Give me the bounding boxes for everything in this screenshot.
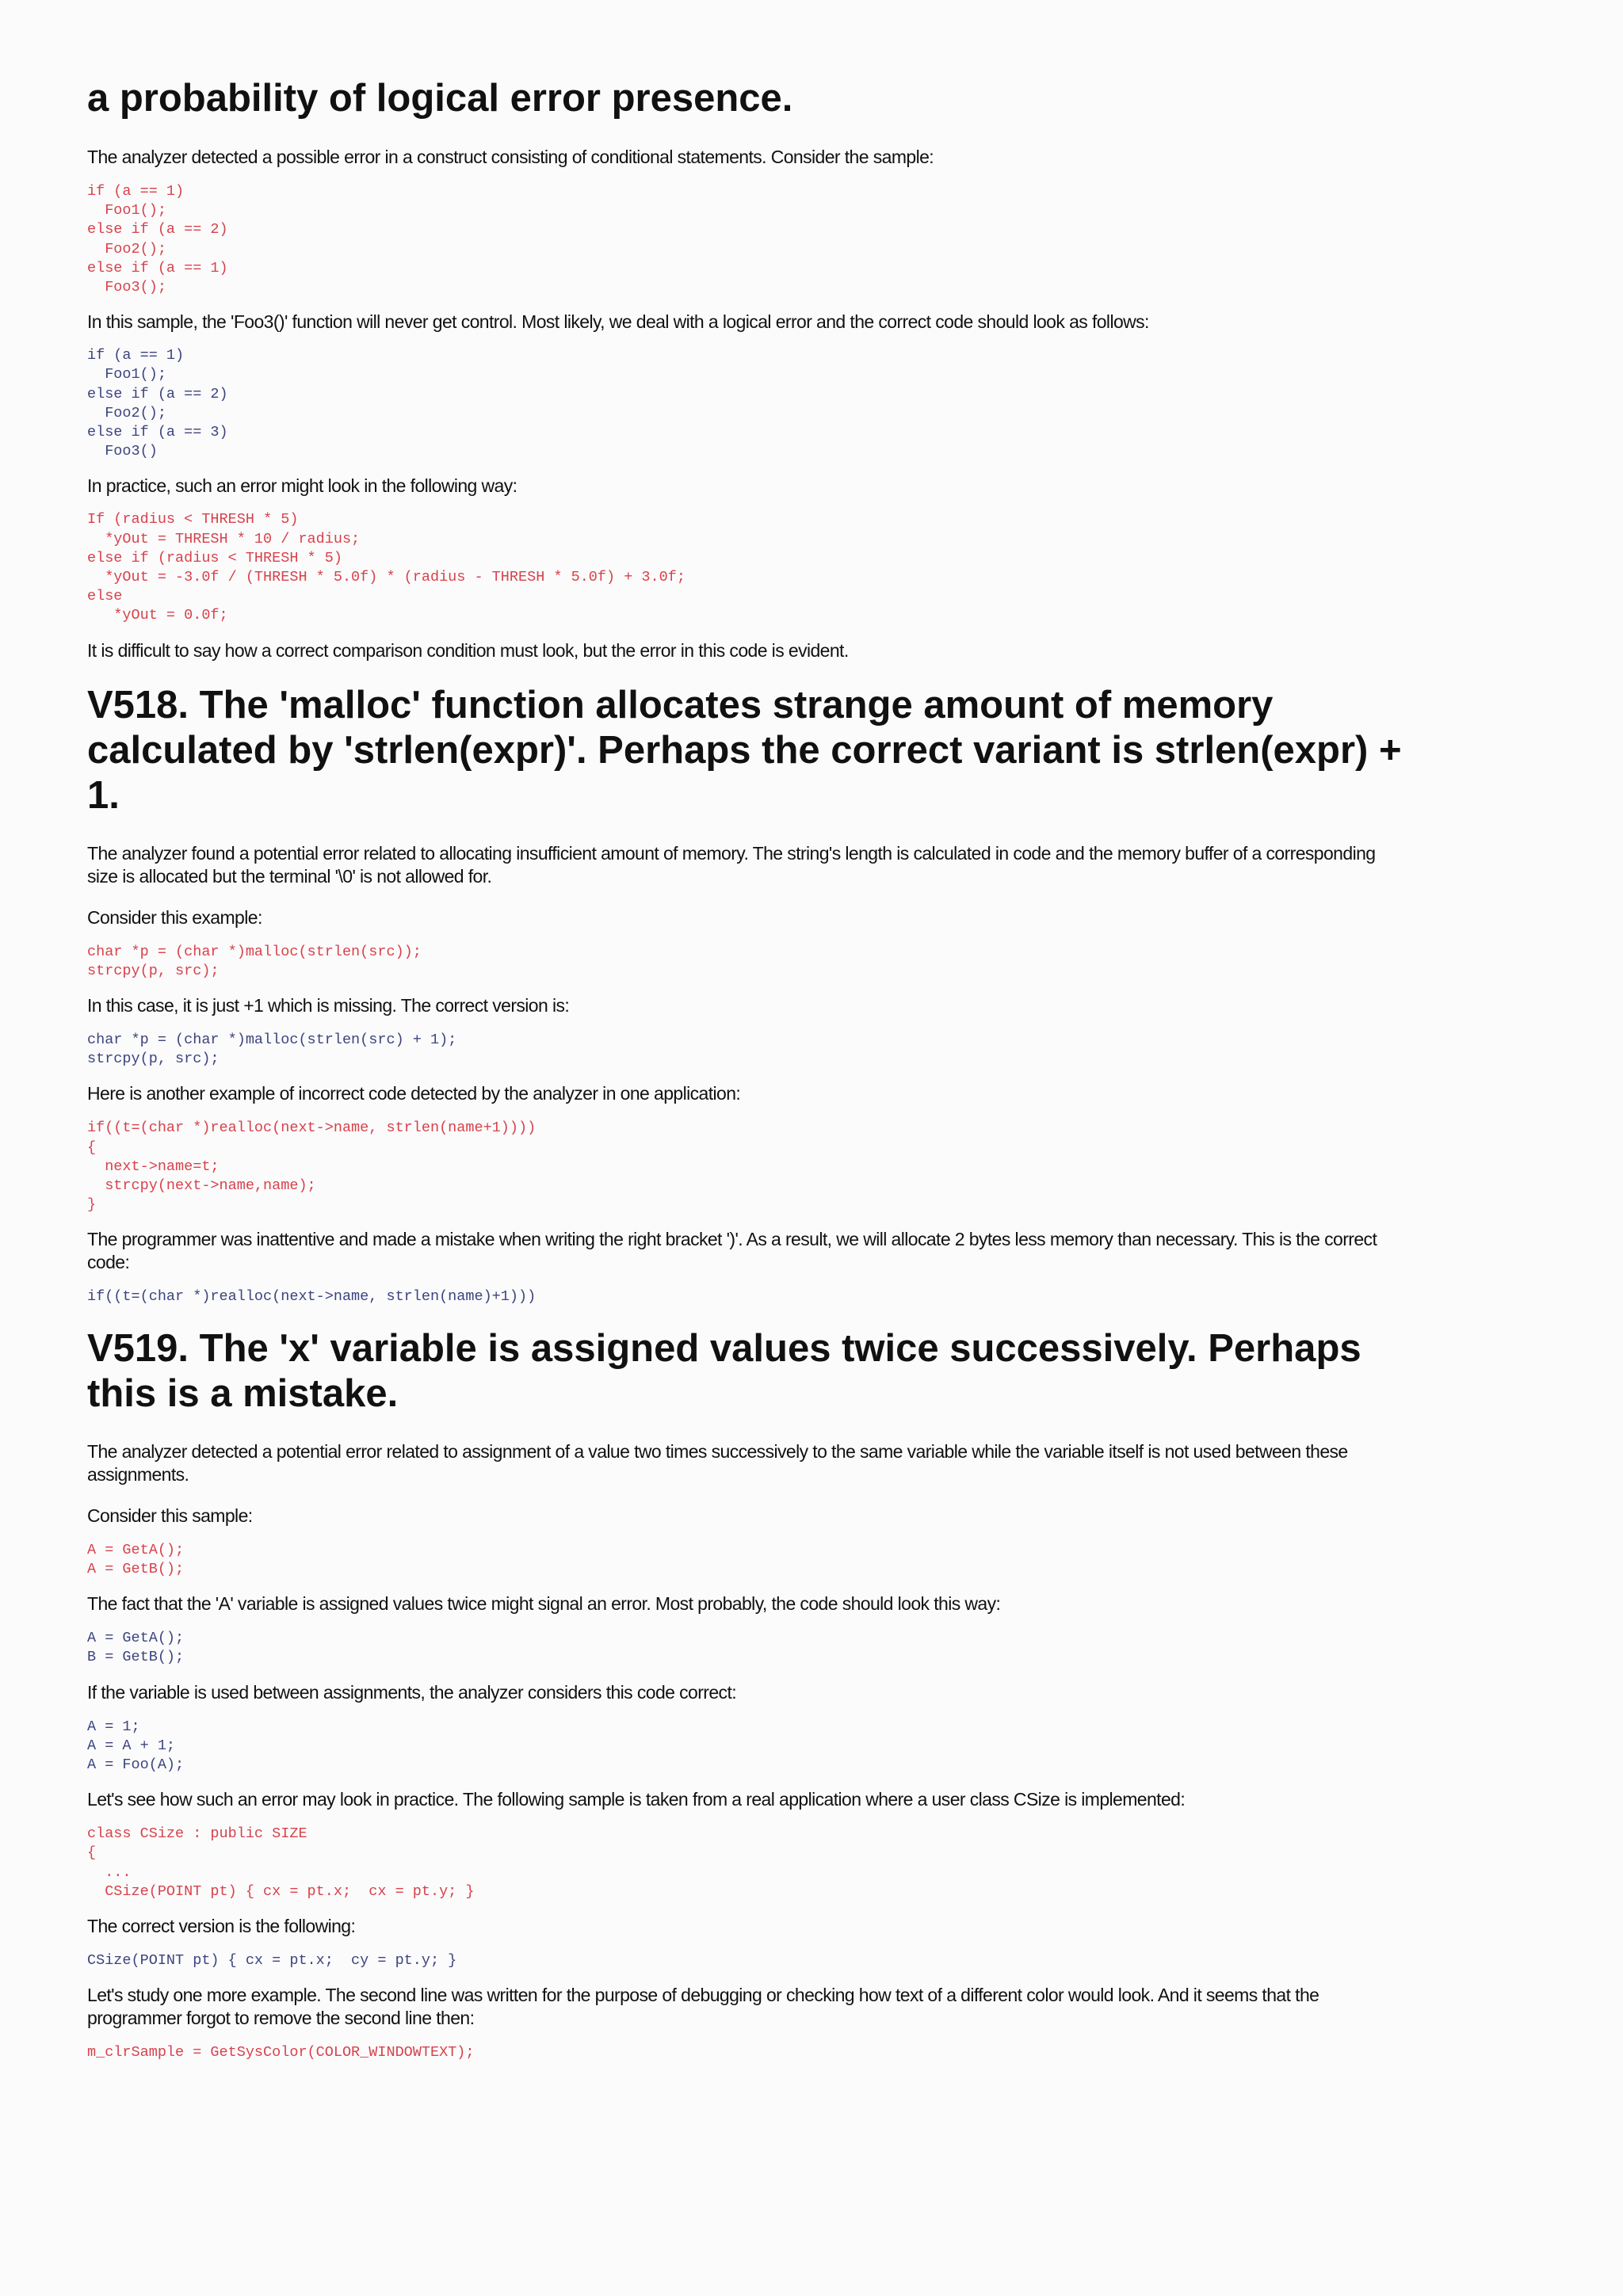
v518-another: Here is another example of incorrect code detected by the analyzer in one application: <box>87 1083 741 1104</box>
v519-title: V519. The 'x' variable is assigned values twice successively. Perhaps this is a mistake. <box>87 1326 1361 1415</box>
v518-intro: The analyzer found a potential error related to allocating insufficient amount of memory. The string's length is calculated in code and the memory buffer of a corresponding size is allocated but the terminal '\0' is not allowed for. <box>87 842 1376 887</box>
v517-explain: In this sample, the 'Foo3()' function will never get control. Most likely, we deal with a logical error and the correct code should look as follows: <box>87 311 1149 333</box>
v518-consider: Consider this example: <box>87 906 262 928</box>
v519-consider: Consider this sample: <box>87 1505 253 1526</box>
v517-code-bad: if (a == 1) Foo1(); else if (a == 2) Foo2(); else if (a == 1) Foo3(); <box>87 183 228 296</box>
v518-code-good2: if((t=(char *)realloc(next->name, strlen(name)+1))) <box>87 1288 537 1306</box>
v518-code-bad2: if((t=(char *)realloc(next->name, strlen(name+1)))) { next->name=t; strcpy(next->name,name); } <box>87 1119 537 1214</box>
v519-code-bad: A = GetA(); A = GetB(); <box>87 1541 185 1577</box>
v518-code-bad: char *p = (char *)malloc(strlen(src)); strcpy(p, src); <box>87 943 422 979</box>
v518-code-good: char *p = (char *)malloc(strlen(src) + 1); strcpy(p, src); <box>87 1032 457 1068</box>
v518-title: V518. The 'malloc' function allocates strange amount of memory calculated by 'strlen(expr)'. Perhaps the correct variant is strlen(expr) + 1. <box>87 683 1402 817</box>
v519-explain: The fact that the 'A' variable is assigned values twice might signal an error. Most probably, the code should look this way: <box>87 1593 1001 1615</box>
v519-intro: The analyzer detected a potential error related to assignment of a value two times successively to the same variable while the variable itself is not used between these assignments. <box>87 1440 1348 1485</box>
v517-conclusion: It is difficult to say how a correct comparison condition must look, but the error in this code is evident. <box>87 639 849 661</box>
heading-continued: a probability of logical error presence. <box>87 77 793 120</box>
v517-intro: The analyzer detected a possible error in a construct consisting of conditional statements. Consider the sample: <box>87 147 934 167</box>
v519-code-good: A = GetA(); B = GetB(); <box>87 1630 185 1666</box>
v519-correct: The correct version is the following: <box>87 1915 356 1936</box>
v518-explain2: The programmer was inattentive and made a mistake when writing the right bracket ')'. As a result, we will allocate 2 bytes less memory than necessary. This is the correct code: <box>87 1229 1377 1273</box>
v519-code-good2: A = 1; A = A + 1; A = Foo(A); <box>87 1718 185 1773</box>
v519-code-good3: CSize(POINT pt) { cx = pt.x; cy = pt.y; } <box>87 1951 457 1969</box>
v517-code-good: if (a == 1) Foo1(); else if (a == 2) Foo2(); else if (a == 3) Foo3() <box>87 347 228 460</box>
v519-practice: Let's see how such an error may look in practice. The following sample is taken from a real application where a user class CSize is implemented: <box>87 1789 1186 1810</box>
v519-code-bad2: class CSize : public SIZE { ... CSize(POINT pt) { cx = pt.x; cx = pt.y; } <box>87 1825 475 1900</box>
v517-practice: In practice, such an error might look in the following way: <box>87 475 517 497</box>
v519-one-more: Let's study one more example. The second line was written for the purpose of debugging or checking how text of a different color would look. And it seems that the programmer forgot to remove the second line then: <box>87 1985 1319 2029</box>
v518-explain: In this case, it is just +1 which is missing. The correct version is: <box>87 995 570 1016</box>
v519-code-bad3: m_clrSample = GetSysColor(COLOR_WINDOWTEXT); <box>87 2044 475 2061</box>
document-page <box>87 70 1403 2062</box>
v519-used-between: If the variable is used between assignments, the analyzer considers this code correct: <box>87 1681 737 1703</box>
v517-code-practice: If (radius < THRESH * 5) *yOut = THRESH * 10 / radius; else if (radius < THRESH * 5) *yOut = -3.0f / (THRESH * 5.0f) * (radius - THRESH * 5.0f) + 3.0f; else *yOut = 0.0f; <box>87 511 685 624</box>
